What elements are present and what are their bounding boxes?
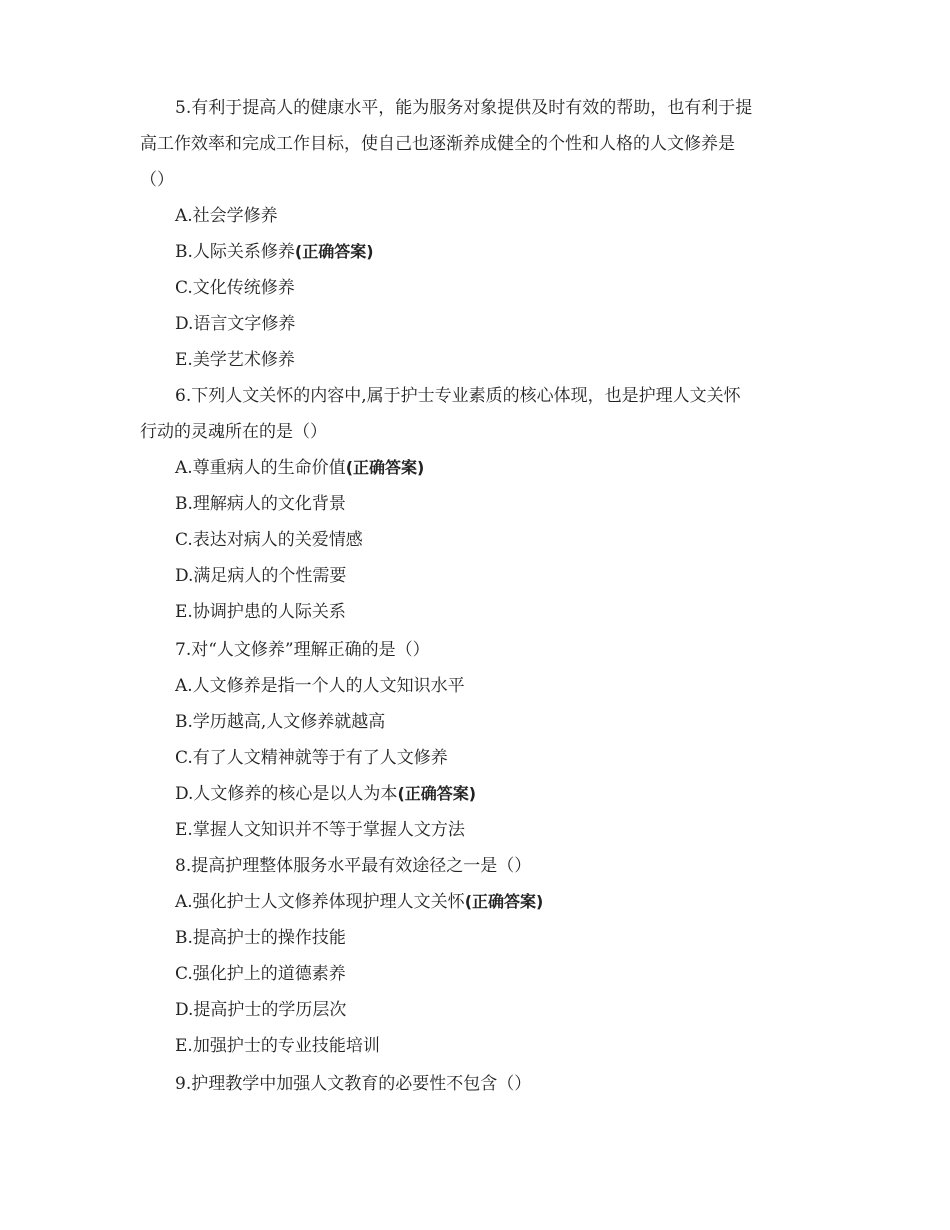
- question-6-text-line-1: 6.下列人文关怀的内容中,属于护士专业素质的核心体现，也是护理人文关怀: [175, 386, 741, 406]
- question-7-option-a: A.人文修养是指一个人的人文知识水平: [175, 676, 465, 696]
- question-7-option-c: C.有了人文精神就等于有了人文修养: [175, 748, 448, 768]
- question-5-option-d: D.语言文字修养: [175, 314, 296, 334]
- question-8-text-line-1: 8.提高护理整体服务水平最有效途径之一是（）: [175, 856, 532, 876]
- question-7-option-d-row: [175, 782, 476, 806]
- correct-answer-tag: (正确答案): [397, 784, 477, 803]
- question-5-text-line-3: （）: [140, 170, 174, 190]
- question-6-text-line-2: 行动的灵魂所在的是（）: [140, 422, 327, 442]
- question-8-option-a: A.强化护士人文修养体现护理人文关怀: [175, 892, 465, 912]
- question-8-option-b: B.提高护士的操作技能: [175, 928, 346, 948]
- correct-answer-tag: (正确答案): [345, 458, 425, 477]
- question-8-option-c: C.强化护上的道德素养: [175, 964, 346, 984]
- question-6-option-d: D.满足病人的个性需要: [175, 566, 347, 586]
- question-6-option-a-row: [175, 456, 424, 480]
- question-7-option-e: E.掌握人文知识并不等于掌握人文方法: [175, 820, 465, 840]
- question-7-text-line-1: 7.对“人文修养”理解正确的是（）: [175, 640, 430, 660]
- question-8-option-e: E.加强护士的专业技能培训: [175, 1036, 380, 1056]
- question-5-text-line-2: 高工作效率和完成工作目标，使自己也逐渐养成健全的个性和人格的人文修养是: [140, 134, 735, 154]
- question-6-option-b: B.理解病人的文化背景: [175, 494, 346, 514]
- question-8-option-d: D.提高护士的学历层次: [175, 1000, 347, 1020]
- question-5-option-e: E.美学艺术修养: [175, 350, 295, 370]
- question-5-option-b: B.人际关系修养: [175, 242, 295, 262]
- question-7-option-d: D.人文修养的核心是以人为本: [175, 784, 398, 804]
- question-8-option-a-row: [175, 890, 543, 914]
- question-5-option-b-row: [175, 240, 374, 264]
- question-9-text-line-1: 9.护理教学中加强人文教育的必要性不包含（）: [175, 1074, 532, 1094]
- correct-answer-tag: (正确答案): [294, 242, 374, 261]
- question-5-option-a: A.社会学修养: [175, 206, 278, 226]
- question-6-option-c: C.表达对病人的关爱情感: [175, 530, 363, 550]
- question-5-text-line-1: 5.有利于提高人的健康水平，能为服务对象提供及时有效的帮助，也有利于提: [175, 98, 753, 118]
- question-7-option-b: B.学历越高,人文修养就越高: [175, 712, 386, 732]
- correct-answer-tag: (正确答案): [464, 892, 544, 911]
- question-5-option-c: C.文化传统修养: [175, 278, 295, 298]
- question-6-option-a: A.尊重病人的生命价值: [175, 458, 346, 478]
- question-6-option-e: E.协调护患的人际关系: [175, 602, 346, 622]
